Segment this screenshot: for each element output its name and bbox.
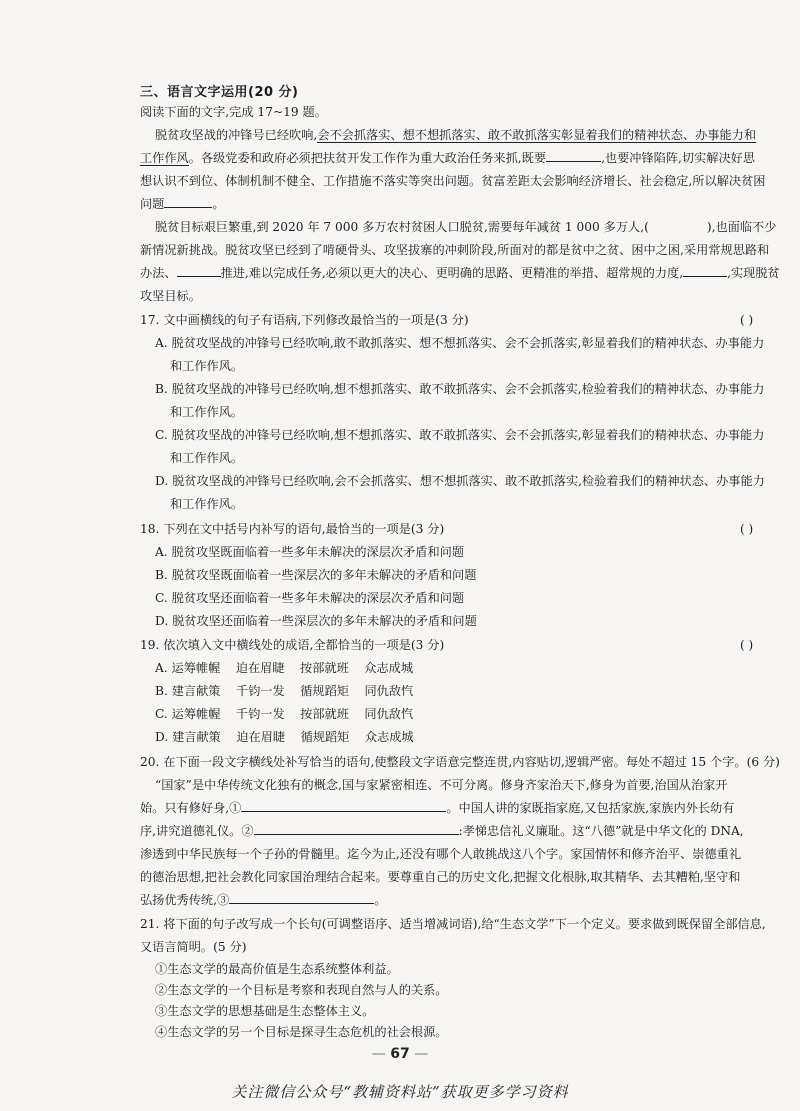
question-19-stem: 19. 依次填入文中横线处的成语,全都恰当的一项是(3 分) (140, 638, 445, 652)
question-21-stem: 21. 将下面的句子改写成一个长句(可调整语序、适当增减词语),给“生态文学”下一个定义。要求做到既保留全部信息, (140, 917, 766, 931)
q18-option-b[interactable]: B. 脱贫攻坚既面临着一些深层次的多年未解决的矛盾和问题 (155, 568, 477, 582)
q21-item-4: ④生态文学的另一个目标是探寻生态危机的社会根源。 (155, 1025, 448, 1039)
q17-option-d[interactable]: D. 脱贫攻坚战的冲锋号已经吹响,会不会抓落实、想不想抓落实、敢不敢抓落实,检验着我们的精神状态、办事能力 (155, 474, 765, 488)
q20-text-line: “国家”是中华传统文化独有的概念,国与家紧密相连、不可分离。修身齐家治天下,修身为首要,治国从治家开 (155, 778, 728, 792)
q20-text-line: 序,讲究道德礼仪。② :孝悌忠信礼义廉耻。这“八德”就是中华文化的 DNA, (140, 824, 744, 838)
blank-4 (683, 264, 727, 277)
underlined-sentence-end: 工作作风 (140, 151, 189, 165)
question-21-stem-cont: 又语言简明。(5 分) (140, 940, 247, 954)
page-number: — 67 — (371, 1046, 429, 1062)
passage-line: 脱贫目标艰巨繁重,到 2020 年 7 000 多万农村贫困人口脱贫,需要每年减贫 1 000 多万人,( ),也面临不少 (155, 220, 777, 234)
q19-option-c[interactable]: C. 运筹帷幄 千钧一发 按部就班 同仇敌忾 (155, 707, 414, 721)
passage-line: 工作作风。各级党委和政府必须把扶贫开发工作作为重大政治任务来抓,既要 ,也要冲锋陷阵,切实解决好思 (140, 151, 756, 165)
q17-option-b[interactable]: B. 脱贫攻坚战的冲锋号已经吹响,想不想抓落实、敢不敢抓落实、会不会抓落实,检验着我们的精神状态、办事能力 (155, 382, 765, 396)
passage-line: 问题 。 (140, 197, 225, 211)
q20-text-line: 弘扬优秀传统,③ 。 (140, 893, 387, 907)
q19-option-b[interactable]: B. 建言献策 千钧一发 循规蹈矩 同仇敌忾 (155, 684, 414, 698)
answer-bracket-17[interactable]: ( ) (740, 313, 754, 327)
q20-text-line: 始。只有修好身,① 。中国人讲的家既指家庭,又包括家族,家族内外长幼有 (140, 801, 735, 815)
question-17-stem: 17. 文中画横线的句子有语病,下列修改最恰当的一项是(3 分) (140, 313, 469, 327)
blank-2 (164, 195, 212, 208)
footer-promo: 关注微信公众号“教辅资料站”获取更多学习资料 (231, 1083, 569, 1101)
q17-option-a[interactable]: A. 脱贫攻坚战的冲锋号已经吹响,敢不敢抓落实、想不想抓落实、会不会抓落实,彰显着我们的精神状态、办事能力 (155, 336, 765, 350)
passage-line: 脱贫攻坚战的冲锋号已经吹响,会不会抓落实、想不想抓落实、敢不敢抓落实彰显着我们的精神状态、办事能力和 (155, 128, 757, 142)
q19-option-d[interactable]: D. 建言献策 迫在眉睫 循规蹈矩 众志成城 (155, 730, 414, 744)
q18-option-d[interactable]: D. 脱贫攻坚还面临着一些深层次的多年未解决的矛盾和问题 (155, 614, 477, 628)
blank-1 (546, 149, 601, 162)
passage-line: 新情况新挑战。脱贫攻坚已经到了啃硬骨头、攻坚拔寨的冲刺阶段,所面对的都是贫中之贫、困中之困,采用常规思路和 (140, 243, 770, 257)
answer-bracket-18[interactable]: ( ) (740, 522, 754, 536)
q17-option-c-cont: 和工作作风。 (170, 451, 244, 465)
q17-option-b-cont: 和工作作风。 (170, 405, 244, 419)
passage-line: 想认识不到位、体制机制不健全、工作措施不落实等突出问题。贫富差距太会影响经济增长、社会稳定,所以解决贫困 (140, 174, 766, 188)
section-title: 三、语言文字运用(20 分) (140, 85, 299, 100)
q21-item-3: ③生态文学的思想基础是生态整体主义。 (155, 1004, 375, 1018)
q20-blank-2[interactable] (254, 822, 459, 835)
q18-option-c[interactable]: C. 脱贫攻坚还面临着一些多年未解决的深层次矛盾和问题 (155, 591, 465, 605)
q19-option-a[interactable]: A. 运筹帷幄 迫在眉睫 按部就班 众志成城 (155, 661, 414, 675)
q17-option-c[interactable]: C. 脱贫攻坚战的冲锋号已经吹响,想不想抓落实、敢不敢抓落实、会不会抓落实,彰显着我们的精神状态、办事能力 (155, 428, 765, 442)
q20-text-line: 渗透到中华民族每一个子孙的骨髓里。迄今为止,还没有哪个人敢挑战这八个字。家国情怀和修齐治平、崇德重礼 (140, 847, 742, 861)
passage-line: 办法、 推进,难以完成任务,必须以更大的决心、更明确的思路、更精准的举措、超常规的力度, ,实现脱贫 (140, 266, 780, 280)
q20-text-line: 的德治思想,把社会教化同家国治理结合起来。要尊重自己的历史文化,把握文化根脉,取其精华、去其糟粕,坚守和 (140, 870, 741, 884)
q20-blank-3[interactable] (229, 891, 374, 904)
question-18-stem: 18. 下列在文中括号内补写的语句,最恰当的一项是(3 分) (140, 522, 445, 536)
q17-option-d-cont: 和工作作风。 (170, 497, 244, 511)
q17-option-a-cont: 和工作作风。 (170, 359, 244, 373)
question-20-stem: 20. 在下面一段文字横线处补写恰当的语句,使整段文字语意完整连贯,内容贴切,逻辑严密。每处不超过 15 个字。(6 分) (140, 755, 780, 769)
passage-line: 攻坚目标。 (140, 289, 201, 303)
blank-3 (177, 264, 221, 277)
q18-option-a[interactable]: A. 脱贫攻坚既面临着一些多年未解决的深层次矛盾和问题 (155, 545, 465, 559)
q21-item-2: ②生态文学的一个目标是考察和表现自然与人的关系。 (155, 983, 448, 997)
passage-intro: 阅读下面的文字,完成 17~19 题。 (140, 105, 327, 119)
underlined-sentence: 会不会抓落实、想不想抓落实、敢不敢抓落实彰显着我们的精神状态、办事能力和 (317, 128, 757, 142)
q20-blank-1[interactable] (241, 799, 446, 812)
answer-bracket-19[interactable]: ( ) (740, 638, 754, 652)
q21-item-1: ①生态文学的最高价值是生态系统整体利益。 (155, 962, 399, 976)
